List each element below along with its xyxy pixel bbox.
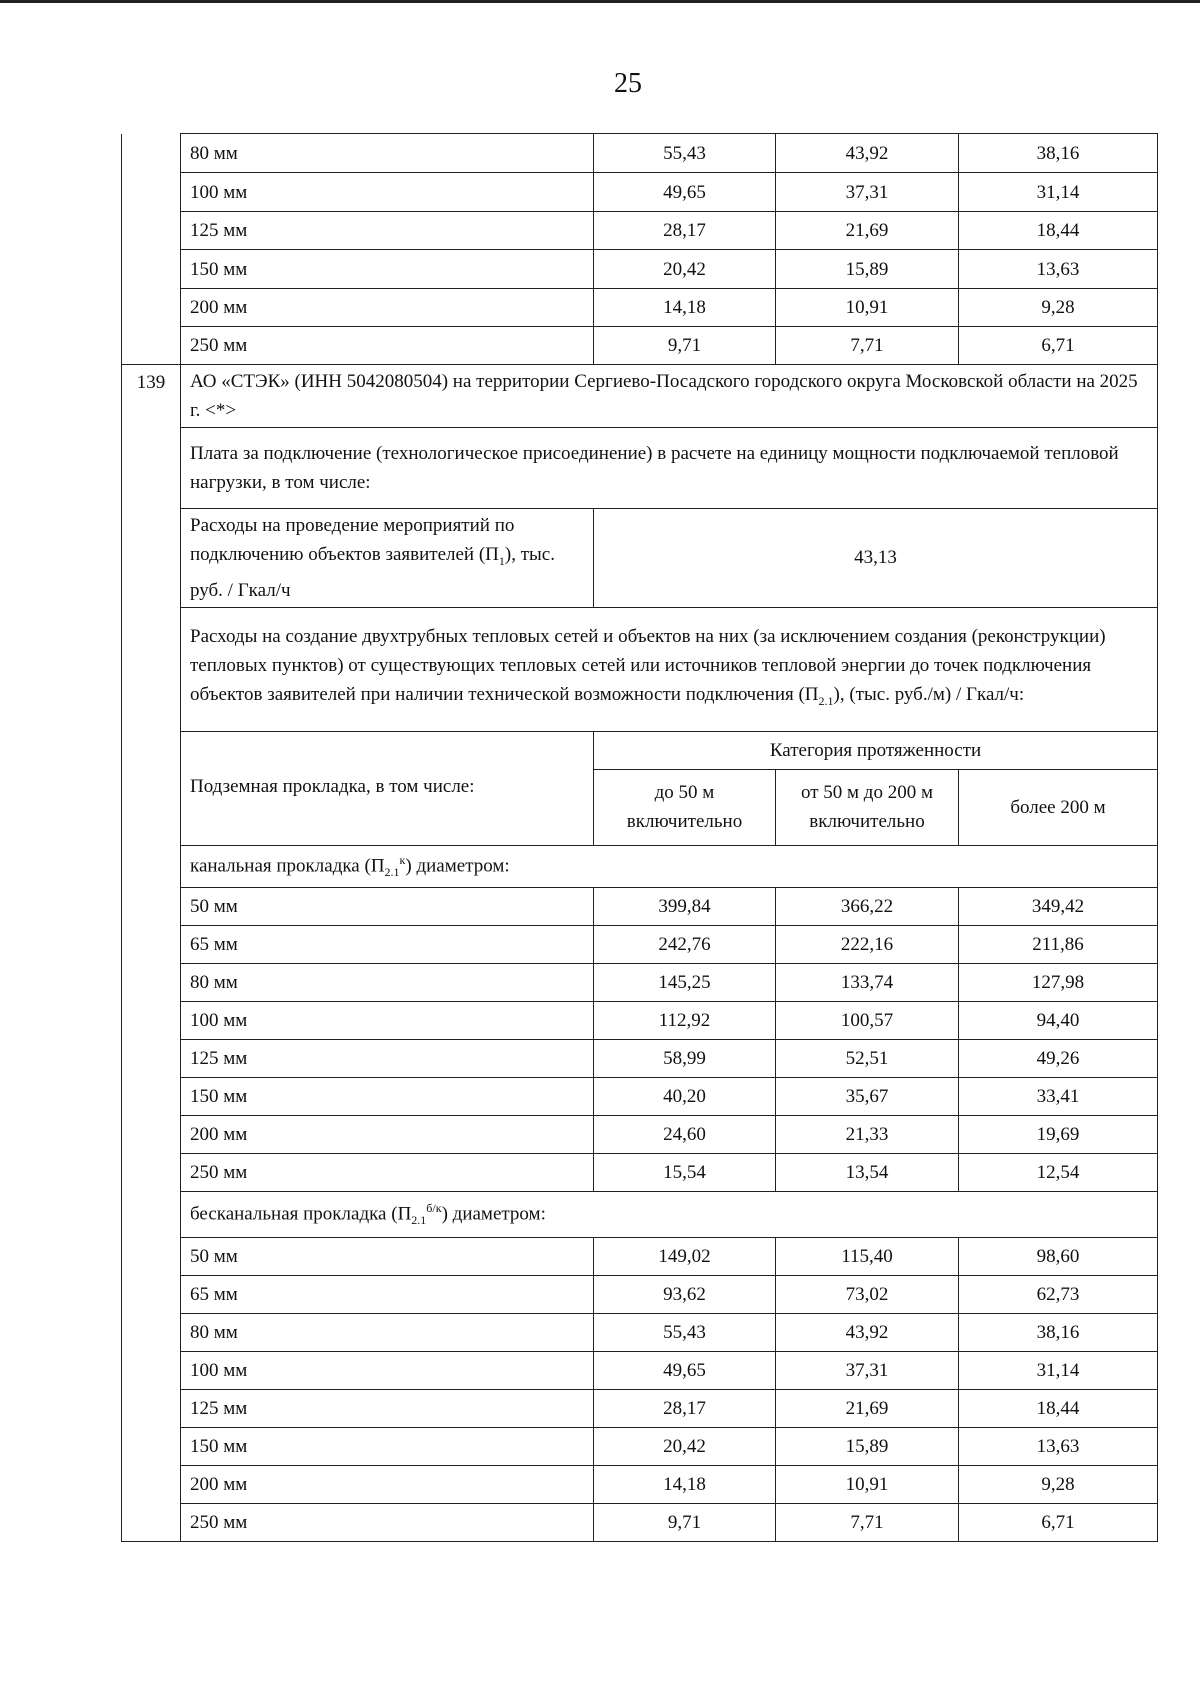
table-row (122, 1153, 1158, 1191)
row-label: 250 мм (181, 1153, 594, 1191)
row-label: 125 мм (181, 212, 594, 250)
table-row (122, 1237, 1158, 1275)
fee-text-row (122, 428, 1158, 509)
table-row (122, 1115, 1158, 1153)
table-row (122, 327, 1158, 365)
value-cell: 18,44 (959, 212, 1158, 250)
table-row (122, 173, 1158, 212)
value-cell: 37,31 (776, 173, 959, 212)
table-row (122, 963, 1158, 1001)
table-row (122, 1427, 1158, 1465)
entry-number: 139 (122, 365, 181, 1542)
row-label: 50 мм (181, 1237, 594, 1275)
value-cell: 10,91 (776, 289, 959, 327)
value-cell: 20,42 (594, 1427, 776, 1465)
top-border-line (0, 0, 1200, 3)
value-cell: 149,02 (594, 1237, 776, 1275)
value-cell: 145,25 (594, 963, 776, 1001)
value-cell: 9,28 (959, 289, 1158, 327)
value-cell: 49,26 (959, 1039, 1158, 1077)
value-cell: 31,14 (959, 173, 1158, 212)
value-cell: 10,91 (776, 1465, 959, 1503)
value-cell: 21,69 (776, 212, 959, 250)
value-cell: 21,69 (776, 1389, 959, 1427)
value-cell: 9,71 (594, 327, 776, 365)
value-cell: 349,42 (959, 887, 1158, 925)
p1-row (122, 509, 1158, 608)
row-label: 150 мм (181, 250, 594, 289)
p21-text: Расходы на создание двухтрубных тепловых сетей и объектов на них (за исключением создания (реконструкции) тепловых пунктов) от существующих тепловых сетей или источников тепловой энергии до точек подключения объектов заявителей при наличии технической возможности подключения $(П_{2.1})$, (тыс. руб./м) / Гкал/ч: (181, 607, 1158, 731)
category-header-row (122, 731, 1158, 769)
value-cell: 40,20 (594, 1077, 776, 1115)
value-cell: 242,76 (594, 925, 776, 963)
table-row (122, 250, 1158, 289)
row-label: 125 мм (181, 1039, 594, 1077)
value-cell: 20,42 (594, 250, 776, 289)
value-cell: 93,62 (594, 1275, 776, 1313)
table-row (122, 212, 1158, 250)
channel-heading: канальная прокладка $(П_{2.1}^к)$ диаметром: (181, 845, 1158, 887)
row-label: 200 мм (181, 1115, 594, 1153)
tariff-table (121, 133, 1158, 1542)
number-cell-empty (122, 134, 181, 365)
value-cell: 14,18 (594, 289, 776, 327)
value-cell: 18,44 (959, 1389, 1158, 1427)
row-label: 100 мм (181, 173, 594, 212)
value-cell: 13,63 (959, 1427, 1158, 1465)
value-cell: 366,22 (776, 887, 959, 925)
page-number: 25 (614, 68, 642, 99)
table-row (122, 1077, 1158, 1115)
row-label: 150 мм (181, 1427, 594, 1465)
value-cell: 94,40 (959, 1001, 1158, 1039)
underground-label: Подземная прокладка, в том числе: (181, 731, 594, 845)
value-cell: 58,99 (594, 1039, 776, 1077)
value-cell: 73,02 (776, 1275, 959, 1313)
table-row (122, 289, 1158, 327)
value-cell: 38,16 (959, 134, 1158, 173)
value-cell: 133,74 (776, 963, 959, 1001)
row-label: 65 мм (181, 1275, 594, 1313)
row-label: 80 мм (181, 1313, 594, 1351)
channelless-heading-row (122, 1191, 1158, 1237)
p1-value: 43,13 (594, 509, 1158, 608)
row-label: 80 мм (181, 134, 594, 173)
table-row (122, 1001, 1158, 1039)
value-cell: 15,89 (776, 250, 959, 289)
channel-heading-row (122, 845, 1158, 887)
value-cell: 14,18 (594, 1465, 776, 1503)
value-cell: 127,98 (959, 963, 1158, 1001)
row-label: 100 мм (181, 1351, 594, 1389)
value-cell: 55,43 (594, 1313, 776, 1351)
table-row (122, 1275, 1158, 1313)
col-header-50-to-200: от 50 м до 200 м включительно (776, 769, 959, 845)
value-cell: 399,84 (594, 887, 776, 925)
value-cell: 31,14 (959, 1351, 1158, 1389)
table-row (122, 1389, 1158, 1427)
value-cell: 33,41 (959, 1077, 1158, 1115)
value-cell: 115,40 (776, 1237, 959, 1275)
value-cell: 28,17 (594, 212, 776, 250)
value-cell: 55,43 (594, 134, 776, 173)
row-label: 65 мм (181, 925, 594, 963)
row-label: 100 мм (181, 1001, 594, 1039)
row-label: 150 мм (181, 1077, 594, 1115)
value-cell: 9,28 (959, 1465, 1158, 1503)
table-row (122, 1351, 1158, 1389)
value-cell: 28,17 (594, 1389, 776, 1427)
value-cell: 222,16 (776, 925, 959, 963)
table-row (122, 1039, 1158, 1077)
value-cell: 24,60 (594, 1115, 776, 1153)
fee-text: Плата за подключение (технологическое присоединение) в расчете на единицу мощности подключаемой тепловой нагрузки, в том числе: (181, 428, 1158, 509)
row-label: 50 мм (181, 887, 594, 925)
value-cell: 6,71 (959, 1503, 1158, 1541)
value-cell: 49,65 (594, 1351, 776, 1389)
table-row (122, 925, 1158, 963)
value-cell: 100,57 (776, 1001, 959, 1039)
value-cell: 21,33 (776, 1115, 959, 1153)
row-label: 200 мм (181, 1465, 594, 1503)
value-cell: 7,71 (776, 1503, 959, 1541)
value-cell: 12,54 (959, 1153, 1158, 1191)
row-label: 200 мм (181, 289, 594, 327)
category-header: Категория протяженности (594, 731, 1158, 769)
value-cell: 19,69 (959, 1115, 1158, 1153)
table-row (122, 1503, 1158, 1541)
entry-title-row (122, 365, 1158, 428)
value-cell: 13,63 (959, 250, 1158, 289)
value-cell: 38,16 (959, 1313, 1158, 1351)
value-cell: 49,65 (594, 173, 776, 212)
value-cell: 211,86 (959, 925, 1158, 963)
value-cell: 37,31 (776, 1351, 959, 1389)
value-cell: 15,89 (776, 1427, 959, 1465)
p1-label: Расходы на проведение мероприятий по подключению объектов заявителей $(П_1)$, тыс. руб. / Гкал/ч (181, 509, 594, 608)
p21-row (122, 607, 1158, 731)
table-row (122, 1313, 1158, 1351)
value-cell: 15,54 (594, 1153, 776, 1191)
row-label: 250 мм (181, 1503, 594, 1541)
value-cell: 9,71 (594, 1503, 776, 1541)
value-cell: 35,67 (776, 1077, 959, 1115)
value-cell: 62,73 (959, 1275, 1158, 1313)
entry-title: АО «СТЭК» (ИНН 5042080504) на территории Сергиево-Посадского городского округа Московской области на 2025 г. <*> (181, 365, 1158, 428)
col-header-up-to-50: до 50 м включительно (594, 769, 776, 845)
table-row (122, 134, 1158, 173)
value-cell: 6,71 (959, 327, 1158, 365)
value-cell: 7,71 (776, 327, 959, 365)
row-label: 80 мм (181, 963, 594, 1001)
value-cell: 43,92 (776, 1313, 959, 1351)
value-cell: 52,51 (776, 1039, 959, 1077)
row-label: 125 мм (181, 1389, 594, 1427)
channelless-heading: бесканальная прокладка $(П_{2.1}^{б/к})$ диаметром: (181, 1191, 1158, 1237)
value-cell: 98,60 (959, 1237, 1158, 1275)
value-cell: 13,54 (776, 1153, 959, 1191)
value-cell: 112,92 (594, 1001, 776, 1039)
table-row (122, 1465, 1158, 1503)
value-cell: 43,92 (776, 134, 959, 173)
row-label: 250 мм (181, 327, 594, 365)
col-header-over-200: более 200 м (959, 769, 1158, 845)
table-row (122, 887, 1158, 925)
